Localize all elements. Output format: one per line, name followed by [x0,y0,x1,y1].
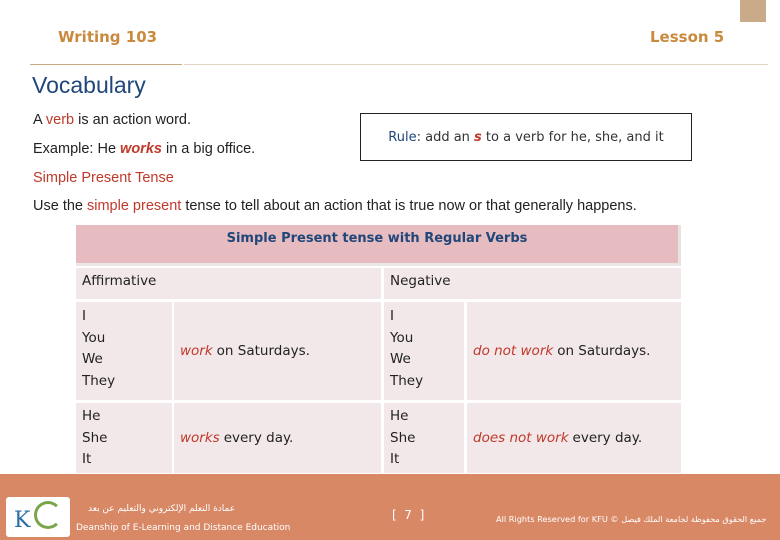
copyright-notice: All Rights Reserved for KFU © جميع الحقوق محفوظة لجامعة الملك فيصل [496,514,767,524]
negative-sentence-singular: does not work every day. [467,403,681,473]
negative-sentence-plural: do not work on Saturdays. [467,302,681,400]
header-divider-right [184,64,768,65]
affirmative-sentence-singular: works every day. [174,403,381,473]
lesson-title: Lesson 5 [650,28,725,46]
affirmative-header: Affirmative [76,268,381,299]
corner-tab [740,0,766,22]
pronouns-singular-affirmative: He She It [76,403,172,473]
logo-ring-icon [34,501,62,529]
pronouns-plural-negative: I You We They [384,302,464,400]
course-title: Writing 103 [58,28,158,46]
page-number: [ 7 ] [392,508,425,522]
header-divider-left [30,64,182,65]
table-title: Simple Present tense with Regular Verbs [76,225,681,266]
affirmative-sentence-plural: work on Saturdays. [174,302,381,400]
pronouns-singular-negative: He She It [384,403,464,473]
verb-definition: A verb is an action word. [33,112,191,128]
simple-present-heading: Simple Present Tense [33,170,174,186]
deanship-english: Deanship of E-Learning and Distance Education [76,523,291,533]
vocabulary-heading: Vocabulary [32,72,146,98]
logo-k-glyph: K [14,508,31,533]
rule-box: Rule: add an s to a verb for he, she, and it [360,113,692,161]
deanship-arabic: عمادة التعلم الإلكتروني والتعليم عن بعد [88,504,236,514]
negative-header: Negative [384,268,681,299]
kfu-logo [6,497,70,537]
pronouns-plural-affirmative: I You We They [76,302,172,400]
verb-example: Example: He works in a big office. [33,141,256,157]
simple-present-description: Use the simple present tense to tell about an action that is true now or that generally happens. [33,198,637,214]
